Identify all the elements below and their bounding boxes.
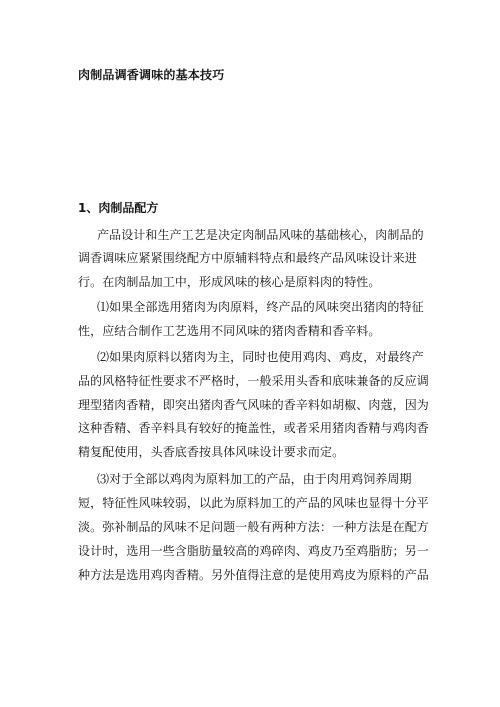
paragraph-line: 行。在肉制品加工中，形成风味的核心是原料肉的特性。 <box>78 275 381 289</box>
paragraph-line: ⑴如果全部选用猪肉为肉原料，终产品的风味突出猪肉的特征 <box>97 300 424 314</box>
paragraph-line: 种方法是选用鸡肉香精。另外值得注意的是使用鸡皮为原料的产品 <box>78 568 429 582</box>
paragraph-line: 设计时，选用一些含脂肪量较高的鸡碎肉、鸡皮乃至鸡脂肪；另一 <box>78 544 429 558</box>
paragraph-line: 短，特征性风味较弱，以此为原料加工的产品的风味也显得十分平 <box>78 496 429 510</box>
paragraph-line: 精复配使用，头香底香按具体风味设计要求而定。 <box>78 445 345 459</box>
paragraph-line: 性，应结合制作工艺选用不同风味的猪肉香精和香辛料。 <box>78 324 381 338</box>
paragraph-line: 淡。弥补制品的风味不足问题一般有两种方法：一种方法是在配方 <box>78 520 429 534</box>
paragraph-line: 品的风格特征性要求不严格时，一般采用头香和底味兼备的反应调 <box>78 374 429 388</box>
paragraph-line: ⑶对于全部以鸡肉为原料加工的产品，由于肉用鸡饲养周期 <box>97 472 412 486</box>
paragraph-line: ⑵如果肉原料以猪肉为主，同时也使用鸡肉、鸡皮，对最终产 <box>97 350 424 364</box>
paragraph-line: 理型猪肉香精，即突出猪肉香气风味的香辛料如胡椒、肉蔻，因为 <box>78 398 429 412</box>
paragraph-line: 调香调味应紧紧围绕配方中原辅料特点和最终产品风味设计来进 <box>78 251 417 265</box>
document-title: 肉制品调香调味的基本技巧 <box>78 68 225 82</box>
paragraph-line: 产品设计和生产工艺是决定肉制品风味的基础核心，肉制品的 <box>97 228 424 242</box>
section-heading: 1、肉制品配方 <box>78 201 159 215</box>
paragraph-line: 这种香精、香辛料具有较好的掩盖性，或者采用猪肉香精与鸡肉香 <box>78 421 429 435</box>
